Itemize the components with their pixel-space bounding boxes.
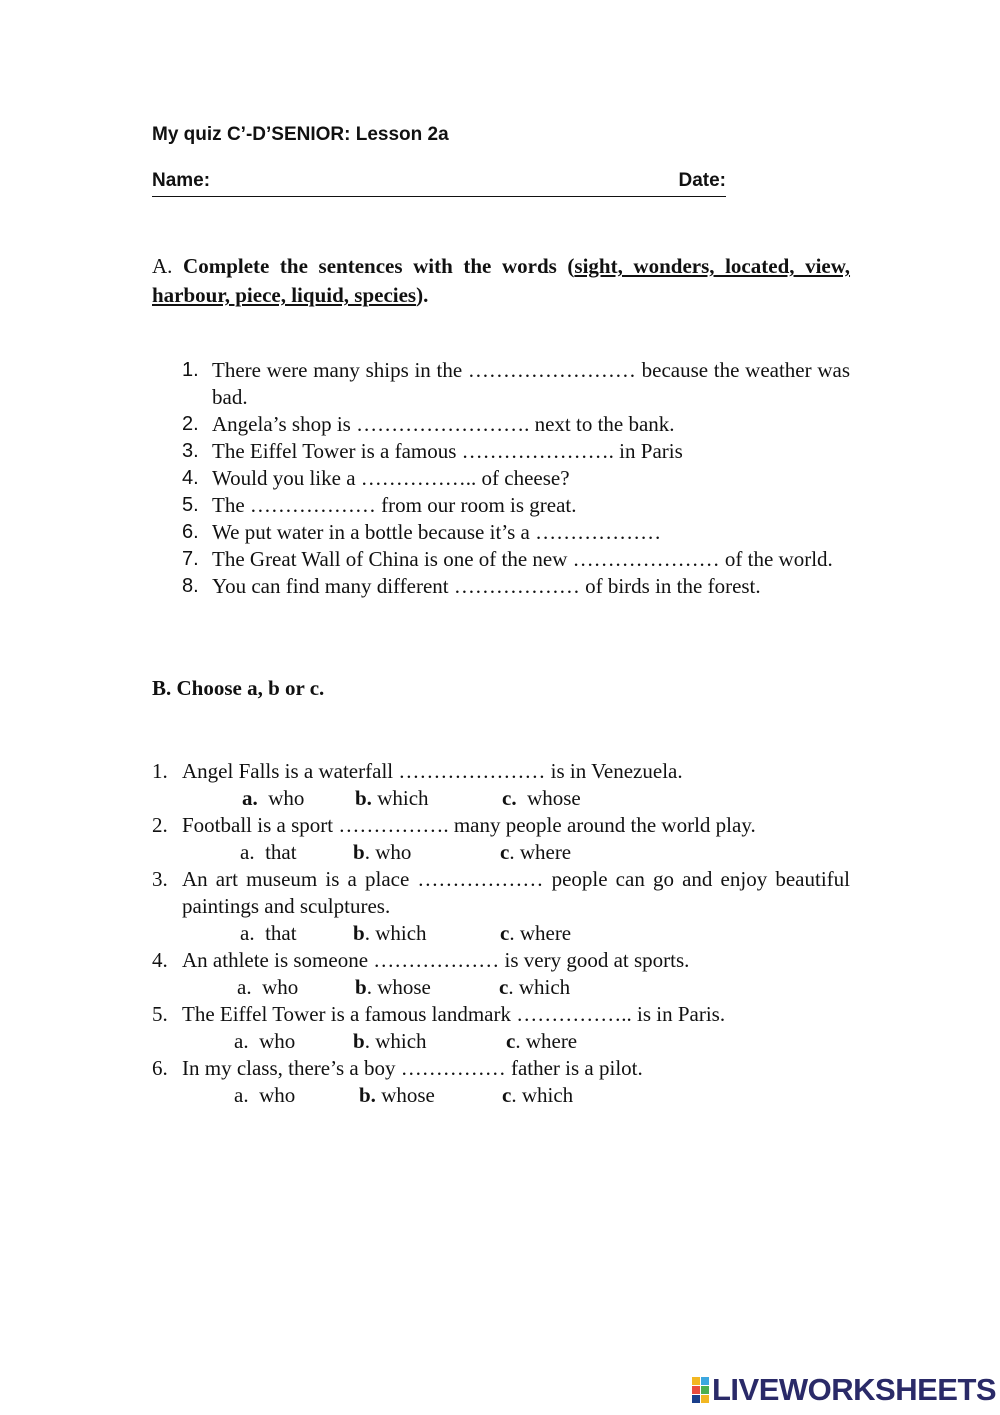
option-a-letter: a. bbox=[240, 921, 255, 945]
question-text: Football is a sport ……………. many people around the world play. bbox=[182, 813, 756, 837]
item-number: 8. bbox=[182, 575, 199, 597]
option-c: . where bbox=[515, 1029, 578, 1053]
option-c-letter: c. bbox=[502, 786, 517, 810]
option-a: that bbox=[265, 840, 297, 864]
option-a: who bbox=[268, 786, 305, 810]
question-number: 5. bbox=[152, 1002, 168, 1026]
list-item bbox=[152, 357, 850, 411]
question-text: The Eiffel Tower is a famous landmark …………….. is in Paris. bbox=[182, 1002, 726, 1026]
question-number: 6. bbox=[152, 1056, 168, 1080]
item-number: 4. bbox=[182, 467, 199, 489]
question-number: 3. bbox=[152, 867, 168, 891]
option-b: whose bbox=[381, 1083, 435, 1107]
option-c-letter: c bbox=[502, 1083, 512, 1107]
options-row bbox=[152, 785, 850, 812]
option-c: . which bbox=[508, 975, 571, 999]
instruction-lead: Complete the sentences with the words ( bbox=[183, 254, 575, 278]
name-label: Name: bbox=[152, 170, 211, 191]
logo-mark-icon bbox=[692, 1377, 709, 1403]
quiz-title: My quiz C’-D’SENIOR: Lesson 2a bbox=[152, 124, 449, 145]
question bbox=[152, 758, 850, 785]
option-c-letter: c bbox=[499, 975, 509, 999]
question bbox=[152, 1001, 850, 1028]
option-b: . which bbox=[364, 1029, 427, 1053]
list-item bbox=[152, 465, 850, 492]
option-c-letter: c bbox=[500, 921, 510, 945]
option-b: . who bbox=[364, 840, 412, 864]
option-c-letter: c bbox=[500, 840, 510, 864]
option-c-letter: c bbox=[506, 1029, 516, 1053]
item-text: The Eiffel Tower is a famous …………………. in Paris bbox=[212, 439, 683, 463]
item-text: There were many ships in the …………………… because the weather was bad. bbox=[212, 358, 850, 409]
question-text: An art museum is a place ……………… people can go and enjoy beautiful paintings and sculptures. bbox=[182, 867, 850, 918]
option-a: that bbox=[265, 921, 297, 945]
option-a-letter: a. bbox=[234, 1083, 249, 1107]
item-number: 1. bbox=[182, 359, 199, 381]
question bbox=[152, 947, 850, 974]
option-a-letter: a. bbox=[237, 975, 252, 999]
option-b: . whose bbox=[366, 975, 431, 999]
option-b-letter: b bbox=[355, 975, 367, 999]
list-item bbox=[152, 573, 850, 600]
list-item bbox=[152, 519, 850, 546]
item-text: Would you like a …………….. of cheese? bbox=[212, 466, 570, 490]
option-b: . which bbox=[364, 921, 427, 945]
option-c: whose bbox=[527, 786, 581, 810]
item-text: The ……………… from our room is great. bbox=[212, 493, 577, 517]
item-text: Angela’s shop is ……………………. next to the bank. bbox=[212, 412, 675, 436]
list-item bbox=[152, 546, 850, 573]
option-a-letter: a. bbox=[240, 840, 255, 864]
options-row bbox=[152, 1082, 850, 1109]
option-a: who bbox=[259, 1083, 296, 1107]
question-text: Angel Falls is a waterfall ………………… is in Venezuela. bbox=[182, 759, 683, 783]
list-item bbox=[152, 438, 850, 465]
section-b-title: B. Choose a, b or c. bbox=[152, 676, 325, 700]
options-row bbox=[152, 839, 850, 866]
option-b-letter: b. bbox=[355, 786, 372, 810]
item-number: 2. bbox=[182, 413, 199, 435]
item-text: You can find many different ……………… of birds in the forest. bbox=[212, 574, 761, 598]
question-number: 1. bbox=[152, 759, 168, 783]
question-number: 4. bbox=[152, 948, 168, 972]
option-c: . which bbox=[511, 1083, 574, 1107]
item-number: 6. bbox=[182, 521, 199, 543]
question-text: In my class, there’s a boy …………… father is a pilot. bbox=[182, 1056, 643, 1080]
option-b-letter: b bbox=[353, 840, 365, 864]
option-a-letter: a. bbox=[242, 786, 258, 810]
liveworksheets-logo bbox=[692, 1373, 996, 1407]
section-a-list bbox=[152, 357, 850, 600]
option-a-letter: a. bbox=[234, 1029, 249, 1053]
instruction-tail: ). bbox=[416, 283, 429, 307]
item-number: 5. bbox=[182, 494, 199, 516]
question-text: An athlete is someone ……………… is very good at sports. bbox=[182, 948, 690, 972]
option-a: who bbox=[259, 1029, 296, 1053]
section-b-list bbox=[152, 758, 850, 1109]
option-b: which bbox=[377, 786, 429, 810]
section-a-instruction bbox=[152, 252, 850, 310]
options-row bbox=[152, 920, 850, 947]
option-b-letter: b bbox=[353, 1029, 365, 1053]
options-row bbox=[152, 974, 850, 1001]
logo-text: LIVEWORKSHEETS bbox=[712, 1372, 997, 1407]
question bbox=[152, 812, 850, 839]
list-item bbox=[152, 492, 850, 519]
section-a-letter: A. bbox=[152, 254, 173, 278]
item-number: 3. bbox=[182, 440, 199, 462]
date-label: Date: bbox=[678, 170, 726, 191]
list-item bbox=[152, 411, 850, 438]
item-text: The Great Wall of China is one of the new ………………… of the world. bbox=[212, 547, 833, 571]
option-b-letter: b. bbox=[359, 1083, 376, 1107]
word-bank: sight, wonders, located, view, harbour, piece, liquid, species bbox=[152, 254, 851, 307]
item-number: 7. bbox=[182, 548, 199, 570]
option-c: . where bbox=[509, 840, 572, 864]
option-a: who bbox=[262, 975, 299, 999]
option-c: . where bbox=[509, 921, 572, 945]
question-number: 2. bbox=[152, 813, 168, 837]
name-date-row bbox=[152, 170, 726, 197]
options-row bbox=[152, 1028, 850, 1055]
question bbox=[152, 866, 850, 920]
option-b-letter: b bbox=[353, 921, 365, 945]
item-text: We put water in a bottle because it’s a ……………… bbox=[212, 520, 662, 544]
question bbox=[152, 1055, 850, 1082]
